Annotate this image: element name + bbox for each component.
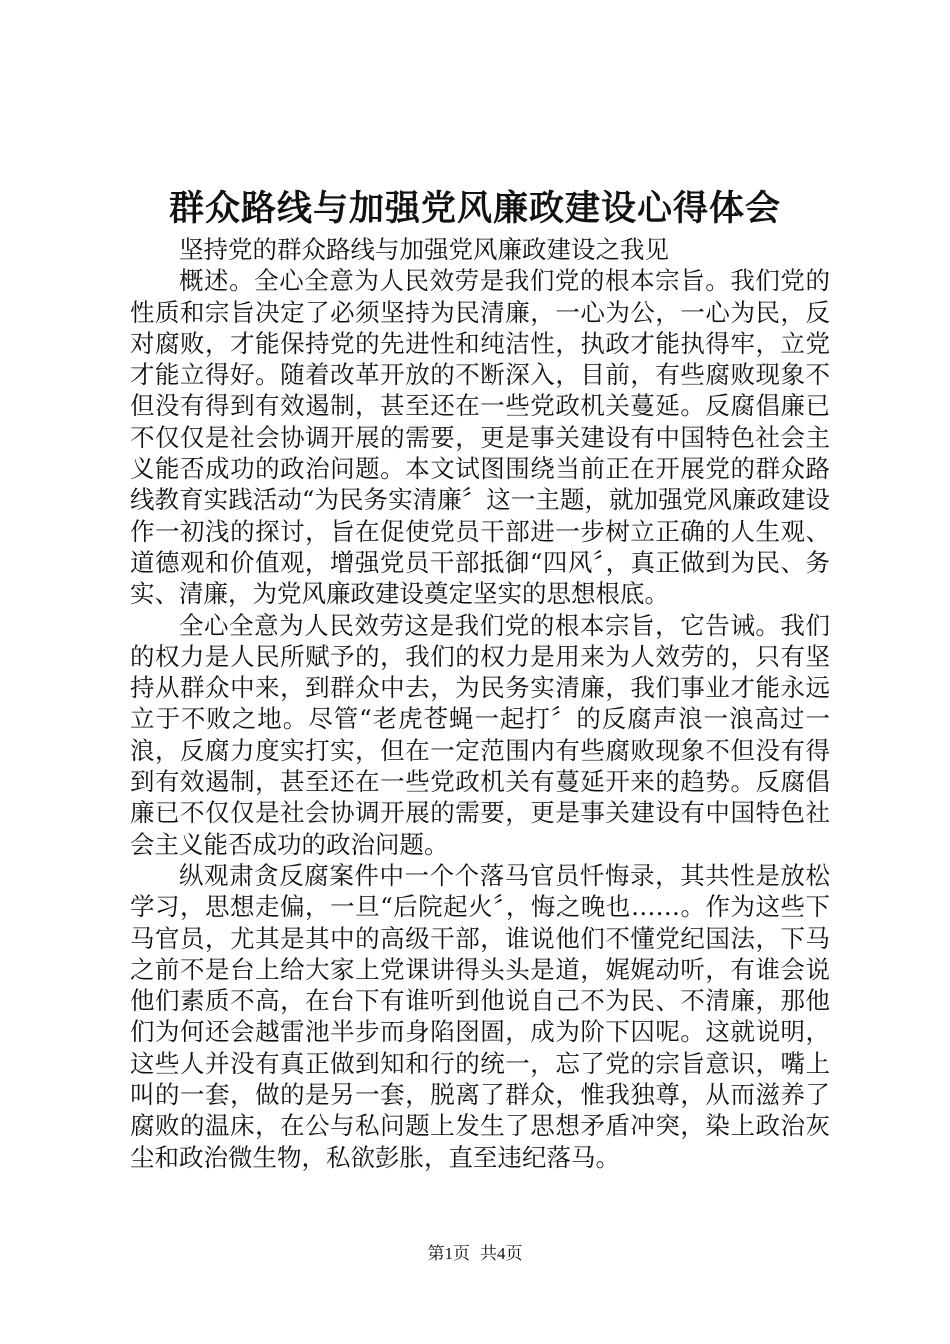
page-footer (0, 1242, 950, 1266)
paragraph-overview: 概述。全心全意为人民效劳是我们党的根本宗旨。我们党的性质和宗旨决定了必须坚持为民清廉，一心为公，一心为民，反对腐败，才能保持党的先进性和纯洁性，执政才能执得牢，立党才能立得好。随着改革开放的不断深入，目前，有些腐败现象不但没有得到有效遏制，甚至还在一些党政机关蔓延。反腐倡廉已不仅仅是社会协调开展的需要，更是事关建设有中国特色社会主义能否成功的政治问题。本文试图围绕当前正在开展党的群众路线教育实践活动“为民务实清廉〞这一主题，就加强党风廉政建设作一初浅的探讨，旨在促使党员干部进一步树立正确的人生观、道德观和价值观，增强党员干部抵御“四风〞，真正做到为民、务实、清廉，为党风廉政建设奠定坚实的思想根底。 (130, 266, 830, 609)
document-title: 群众路线与加强党风廉政建设心得体会 (168, 188, 781, 229)
page-total: 共4页 (480, 1244, 523, 1263)
paragraph-purpose: 全心全意为人民效劳这是我们党的根本宗旨，它告诫。我们的权力是人民所赋予的，我们的权力是用来为人效劳的，只有坚持从群众中来，到群众中去，为民务实清廉，我们事业才能永远立于不败之地。尽管“老虎苍蝇一起打〞的反腐声浪一浪高过一浪，反腐力度实打实，但在一定范围内有些腐败现象不但没有得到有效遏制，甚至还在一些党政机关有蔓延开来的趋势。反腐倡廉已不仅仅是社会协调开展的需要，更是事关建设有中国特色社会主义能否成功的政治问题。 (130, 610, 830, 859)
paragraph-analysis: 纵观肃贪反腐案件中一个个落马官员忏悔录，其共性是放松学习，思想走偏，一旦“后院起火〞，悔之晚也……。作为这些下马官员，尤其是其中的高级干部，谁说他们不懂党纪国法，下马之前不是台上给大家上党课讲得头头是道，娓娓动听，有谁会说他们素质不高，在台下有谁听到他说自己不为民、不清廉，那他们为何还会越雷池半步而身陷囹圄，成为阶下囚呢。这就说明，这些人并没有真正做到知和行的统一，忘了党的宗旨意识，嘴上叫的一套，做的是另一套，脱离了群众，惟我独尊，从而滋养了腐败的温床，在公与私问题上发生了思想矛盾冲突，染上政治灰尘和政治微生物，私欲彭胀，直至违纪落马。 (130, 860, 830, 1172)
document-subtitle: 坚持党的群众路线与加强党风廉政建设之我见 (179, 235, 669, 264)
document-body (130, 234, 830, 1173)
page-number: 第1页 (427, 1244, 470, 1263)
